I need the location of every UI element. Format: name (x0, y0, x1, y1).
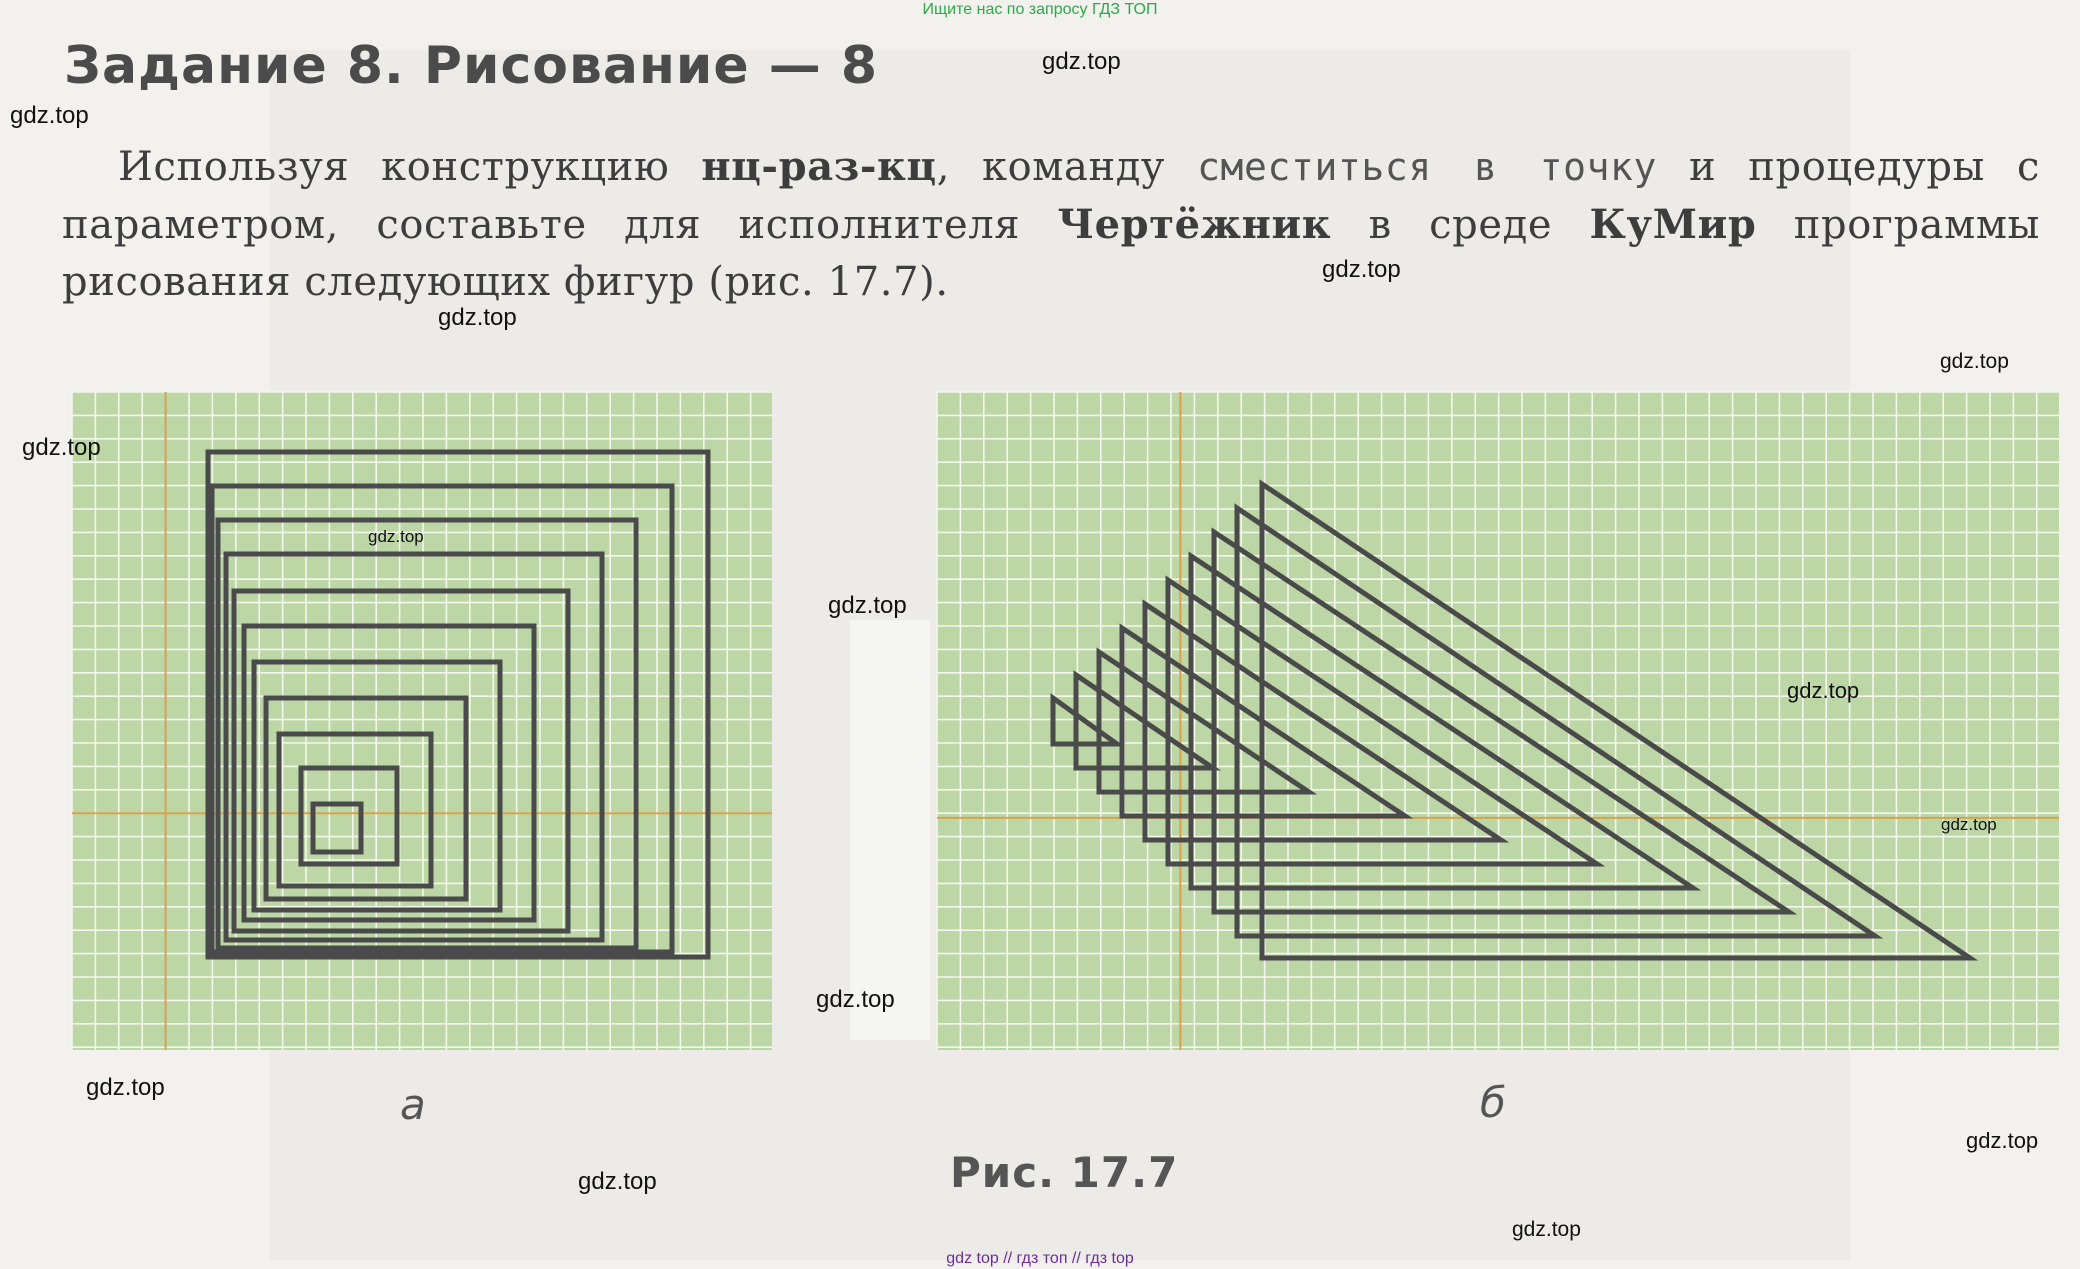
top-banner: Ищите нас по запросу ГДЗ ТОП (922, 1, 1158, 18)
keyword-loop: нц-раз-кц (701, 143, 937, 190)
watermark: gdz.top (438, 304, 517, 331)
watermark: gdz.top (1940, 350, 2009, 373)
task-text-part: программы рисования следующих фигур (рис. 17.7). (62, 202, 2040, 305)
keyword-command: сместиться в точку (1197, 145, 1658, 189)
task-text-part: и процедуры с параметром, составьте для исполнителя (62, 144, 2040, 248)
watermark: gdz.top (368, 527, 424, 546)
task-text-part: в среде (1331, 202, 1590, 248)
watermark: gdz.top (1322, 256, 1401, 283)
task-text-part: , команду (936, 144, 1198, 190)
watermark: gdz.top (578, 1168, 657, 1195)
watermark: gdz.top (828, 592, 907, 619)
keyword-environment: КуМир (1589, 201, 1757, 248)
watermark: gdz.top (10, 102, 89, 129)
watermark: gdz.top (816, 986, 895, 1013)
watermark: gdz.top (1787, 678, 1860, 703)
figure-caption: Рис. 17.7 (950, 1148, 1179, 1197)
watermark: gdz.top (86, 1074, 165, 1101)
watermark: gdz.top (1966, 1128, 2039, 1153)
figure-label-b: б (1480, 1078, 1506, 1127)
watermark: gdz.top (1042, 48, 1121, 75)
keyword-executor: Чертёжник (1057, 201, 1332, 248)
bottom-banner: gdz top // гдз топ // гдз top (946, 1250, 1134, 1267)
watermark: gdz.top (22, 434, 101, 461)
figure-label-a: а (400, 1080, 426, 1129)
task-title: Задание 8. Рисование — 8 (64, 36, 879, 96)
task-text-part: Используя конструкцию (118, 144, 702, 190)
watermark: gdz.top (1512, 1218, 1581, 1241)
watermark: gdz.top (1941, 815, 1997, 834)
